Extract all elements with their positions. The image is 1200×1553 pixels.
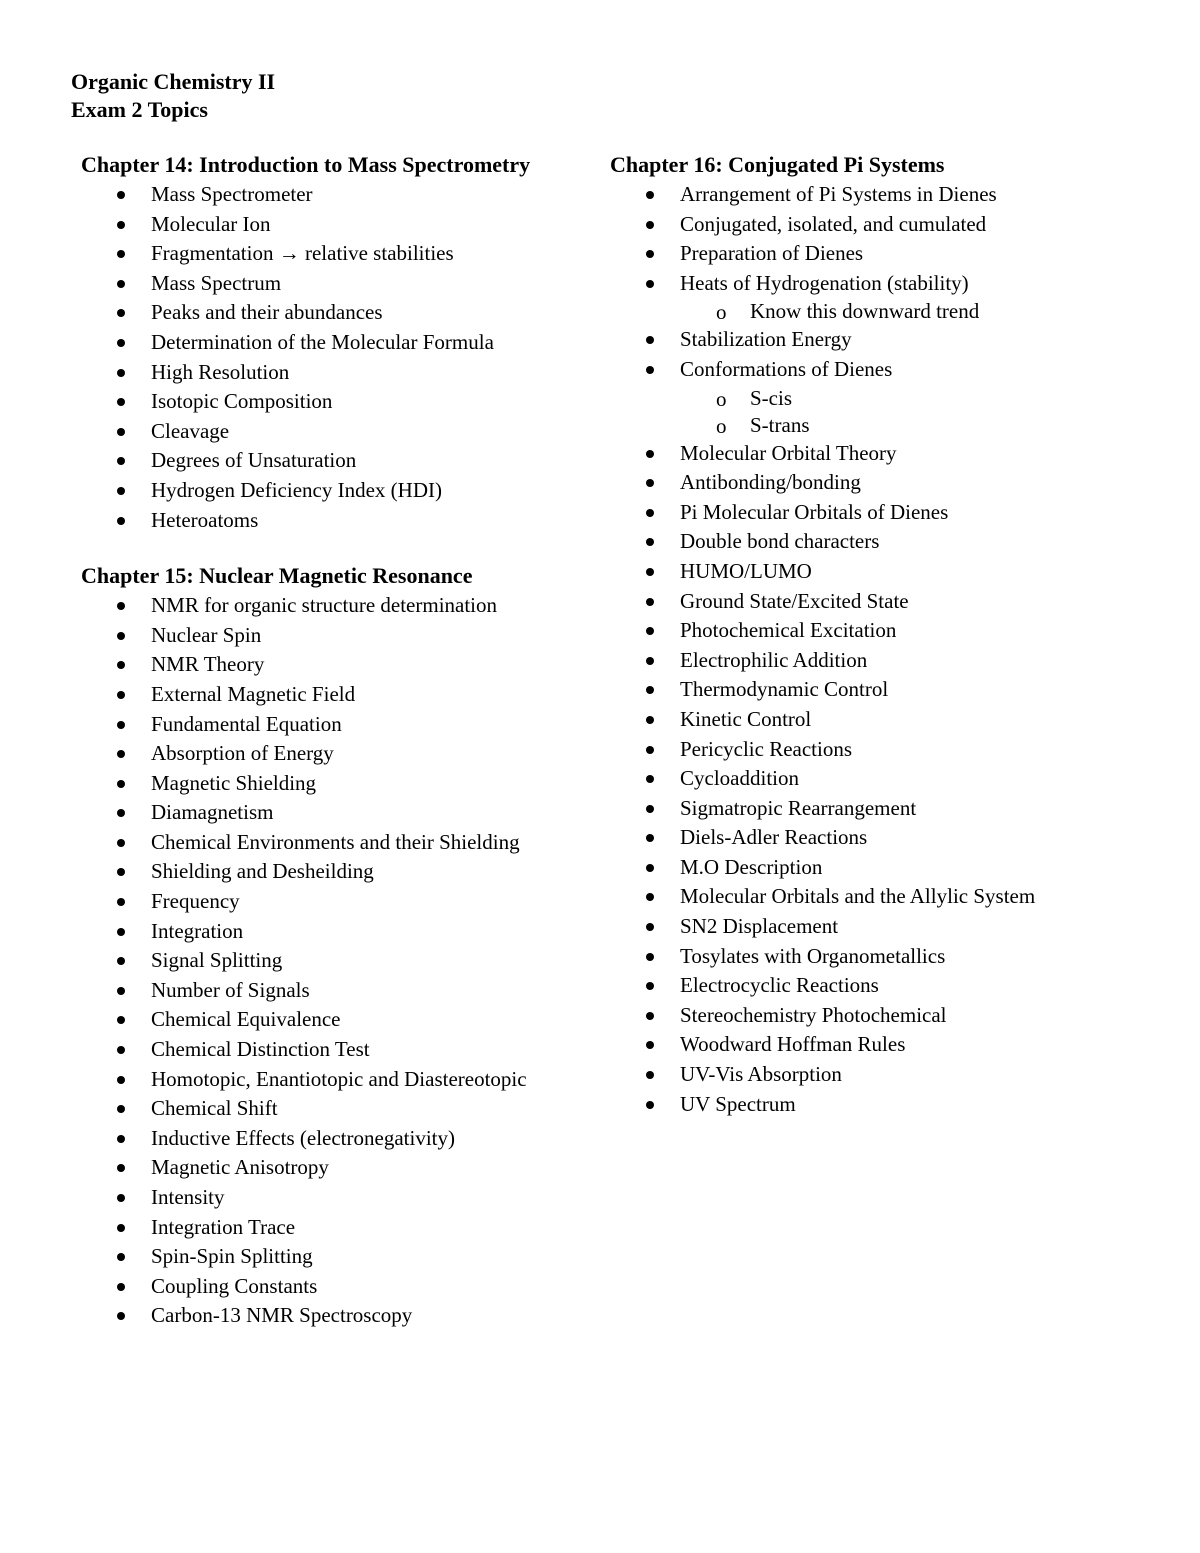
list-item: Conformations of Dienes o S-cis o S-trans: [610, 355, 1170, 439]
bullet-icon: [646, 191, 654, 199]
list-item: Degrees of Unsaturation: [81, 446, 601, 476]
bullet-icon: [646, 366, 654, 374]
list-item: Determination of the Molecular Formula: [81, 328, 601, 358]
bullet-icon: [117, 191, 125, 199]
bullet-icon: [117, 1076, 125, 1084]
bullet-icon: [117, 868, 125, 876]
list-item: Sigmatropic Rearrangement: [610, 794, 1170, 824]
list-item: Integration Trace: [81, 1213, 601, 1243]
bullet-icon: [646, 746, 654, 754]
list-item: Frequency: [81, 887, 601, 917]
list-item: Mass Spectrum: [81, 269, 601, 299]
bullet-icon: [646, 479, 654, 487]
bullet-icon: [646, 1101, 654, 1109]
bullet-icon: [117, 691, 125, 699]
bullet-icon: [117, 1224, 125, 1232]
bullet-icon: [646, 686, 654, 694]
bullet-icon: [646, 1071, 654, 1079]
bullet-icon: [117, 339, 125, 347]
bullet-icon: [646, 538, 654, 546]
list-item: Chemical Equivalence: [81, 1005, 601, 1035]
list-item: Inductive Effects (electronegativity): [81, 1124, 601, 1154]
list-item: Signal Splitting: [81, 946, 601, 976]
bullet-icon: [117, 309, 125, 317]
bullet-icon: [117, 1164, 125, 1172]
bullet-icon: [646, 336, 654, 344]
bullet-icon: [117, 721, 125, 729]
chapter-14-title: Chapter 14: Introduction to Mass Spectrometry: [81, 152, 531, 177]
list-item: Stabilization Energy: [610, 325, 1170, 355]
list-item: Double bond characters: [610, 527, 1170, 557]
list-item: Molecular Orbitals and the Allylic System: [610, 882, 1170, 912]
bullet-icon: [646, 834, 654, 842]
bullet-icon: [646, 280, 654, 288]
bullet-icon: [117, 839, 125, 847]
list-item: Woodward Hoffman Rules: [610, 1030, 1170, 1060]
sub-list: [680, 298, 1170, 325]
course-title: Organic Chemistry II: [71, 69, 276, 94]
bullet-icon: [646, 627, 654, 635]
bullet-icon: [646, 250, 654, 258]
list-item: NMR Theory: [81, 650, 601, 680]
bullet-icon: [646, 864, 654, 872]
bullet-icon: [117, 987, 125, 995]
bullet-icon: [117, 957, 125, 965]
bullet-icon: [646, 923, 654, 931]
bullet-icon: [646, 893, 654, 901]
bullet-icon: [646, 1012, 654, 1020]
list-item: Photochemical Excitation: [610, 616, 1170, 646]
list-item: Shielding and Desheilding: [81, 857, 601, 887]
sub-list: [680, 385, 1170, 439]
list-item: Coupling Constants: [81, 1272, 601, 1302]
list-item: Molecular Ion: [81, 210, 601, 240]
chapter-14-section: [81, 150, 601, 535]
circle-bullet-icon: o: [716, 386, 727, 411]
list-item: Intensity: [81, 1183, 601, 1213]
list-item: HUMO/LUMO: [610, 557, 1170, 587]
list-item: External Magnetic Field: [81, 680, 601, 710]
chapter-15-title: Chapter 15: Nuclear Magnetic Resonance: [81, 563, 473, 589]
bullet-icon: [117, 1016, 125, 1024]
list-item: Heteroatoms: [81, 506, 601, 536]
list-item: Preparation of Dienes: [610, 239, 1170, 269]
list-item: Hydrogen Deficiency Index (HDI): [81, 476, 601, 506]
bullet-icon: [117, 632, 125, 640]
bullet-icon: [117, 780, 125, 788]
bullet-icon: [646, 1041, 654, 1049]
bullet-icon: [117, 1105, 125, 1113]
list-item: Fragmentation → relative stabilities: [81, 239, 601, 269]
list-item: UV-Vis Absorption: [610, 1060, 1170, 1090]
list-item: Pi Molecular Orbitals of Dienes: [610, 498, 1170, 528]
sub-list-item: o Know this downward trend: [716, 299, 980, 325]
list-item: Absorption of Energy: [81, 739, 601, 769]
bullet-icon: [646, 953, 654, 961]
list-item: Cleavage: [81, 417, 601, 447]
bullet-icon: [646, 982, 654, 990]
list-item: SN2 Displacement: [610, 912, 1170, 942]
bullet-icon: [646, 598, 654, 606]
list-item: Electrocyclic Reactions: [610, 971, 1170, 1001]
chapter-15-topic-list: [81, 591, 601, 1331]
list-item: Mass Spectrometer: [81, 180, 601, 210]
bullet-icon: [117, 250, 125, 258]
sub-list-item: o S-trans: [716, 412, 810, 438]
bullet-icon: [646, 221, 654, 229]
list-item: Chemical Shift: [81, 1094, 601, 1124]
bullet-icon: [117, 898, 125, 906]
list-item: Diamagnetism: [81, 798, 601, 828]
list-item: Pericyclic Reactions: [610, 735, 1170, 765]
list-item: Conjugated, isolated, and cumulated: [610, 210, 1170, 240]
bullet-icon: [117, 1283, 125, 1291]
list-item: Stereochemistry Photochemical: [610, 1001, 1170, 1031]
list-item: M.O Description: [610, 853, 1170, 883]
bullet-icon: [117, 369, 125, 377]
bullet-icon: [646, 805, 654, 813]
list-item: Antibonding/bonding: [610, 468, 1170, 498]
list-item: UV Spectrum: [610, 1090, 1170, 1120]
bullet-icon: [117, 398, 125, 406]
bullet-icon: [117, 1312, 125, 1320]
bullet-icon: [646, 657, 654, 665]
list-item: Nuclear Spin: [81, 621, 601, 651]
chapter-16-topic-list: [610, 180, 1170, 1119]
list-item: Number of Signals: [81, 976, 601, 1006]
bullet-icon: [117, 809, 125, 817]
sub-list-item: o S-cis: [716, 385, 792, 411]
bullet-icon: [117, 661, 125, 669]
bullet-icon: [646, 775, 654, 783]
exam-title: Exam 2 Topics: [71, 97, 208, 122]
bullet-icon: [117, 280, 125, 288]
bullet-icon: [646, 716, 654, 724]
bullet-icon: [117, 1253, 125, 1261]
list-item: Chemical Distinction Test: [81, 1035, 601, 1065]
list-item: Magnetic Anisotropy: [81, 1153, 601, 1183]
list-item: Electrophilic Addition: [610, 646, 1170, 676]
bullet-icon: [117, 750, 125, 758]
list-item: Cycloaddition: [610, 764, 1170, 794]
list-item: Diels-Adler Reactions: [610, 823, 1170, 853]
list-item: Isotopic Composition: [81, 387, 601, 417]
chapter-16-section: [610, 150, 1170, 1119]
list-item: Fundamental Equation: [81, 710, 601, 740]
bullet-icon: [117, 1135, 125, 1143]
bullet-icon: [117, 1046, 125, 1054]
list-item: Molecular Orbital Theory: [610, 439, 1170, 469]
list-item: Integration: [81, 917, 601, 947]
chapter-14-topic-list: [81, 180, 601, 535]
bullet-icon: [646, 509, 654, 517]
bullet-icon: [646, 568, 654, 576]
list-item: Homotopic, Enantiotopic and Diastereotopic: [81, 1065, 601, 1095]
bullet-icon: [117, 428, 125, 436]
list-item: Ground State/Excited State: [610, 587, 1170, 617]
list-item: High Resolution: [81, 358, 601, 388]
bullet-icon: [117, 487, 125, 495]
list-item: NMR for organic structure determination: [81, 591, 601, 621]
list-item: Tosylates with Organometallics: [610, 942, 1170, 972]
list-item: Heats of Hydrogenation (stability) o Know this downward trend: [610, 269, 1170, 326]
chapter-16-title: Chapter 16: Conjugated Pi Systems: [610, 152, 945, 177]
right-column: [610, 150, 1170, 1119]
list-item: Thermodynamic Control: [610, 675, 1170, 705]
circle-bullet-icon: o: [716, 413, 727, 438]
bullet-icon: [117, 602, 125, 610]
list-item: Carbon-13 NMR Spectroscopy: [81, 1301, 601, 1331]
bullet-icon: [117, 928, 125, 936]
circle-bullet-icon: o: [716, 300, 727, 325]
left-column: [81, 150, 601, 1331]
list-item: Peaks and their abundances: [81, 298, 601, 328]
bullet-icon: [117, 517, 125, 525]
document-header: [71, 68, 275, 124]
bullet-icon: [117, 221, 125, 229]
list-item: Arrangement of Pi Systems in Dienes: [610, 180, 1170, 210]
bullet-icon: [646, 450, 654, 458]
list-item: Kinetic Control: [610, 705, 1170, 735]
list-item: Magnetic Shielding: [81, 769, 601, 799]
list-item: Chemical Environments and their Shielding: [81, 828, 601, 858]
list-item: Spin-Spin Splitting: [81, 1242, 601, 1272]
chapter-15-section: [81, 561, 601, 1331]
bullet-icon: [117, 1194, 125, 1202]
bullet-icon: [117, 457, 125, 465]
